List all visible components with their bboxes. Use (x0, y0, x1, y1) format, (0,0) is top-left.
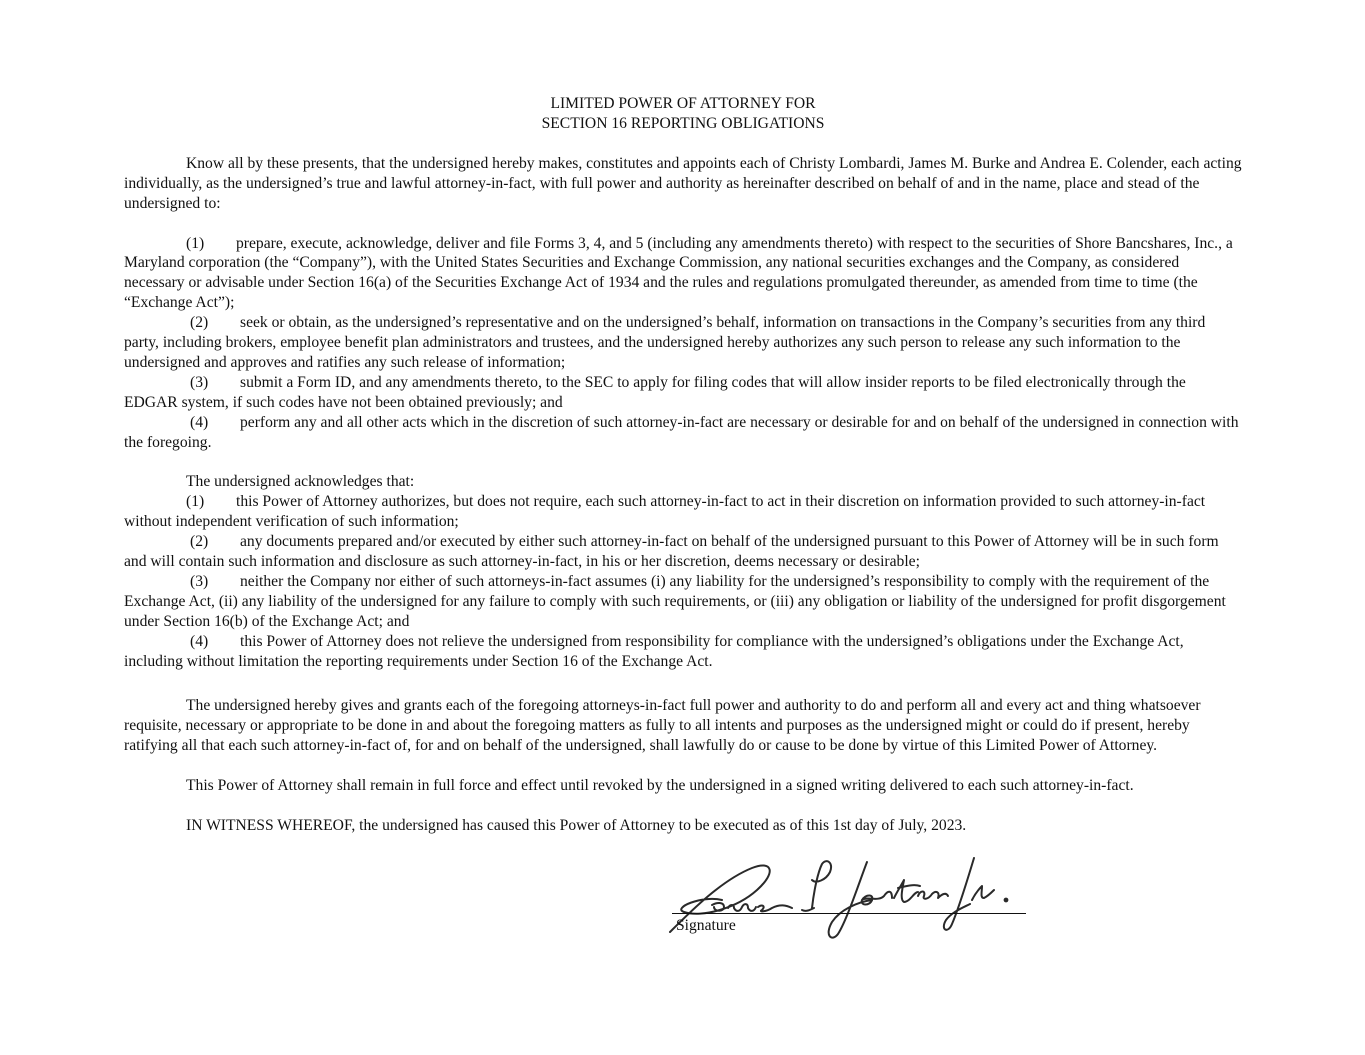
witness-paragraph: IN WITNESS WHEREOF, the undersigned has caused this Power of Attorney to be executed as of this 1st day of July, 2023. (186, 816, 967, 834)
ack-item-2 (124, 532, 1242, 572)
power-number-4: (4) (190, 413, 209, 431)
grant-paragraph: The undersigned hereby gives and grants each of the foregoing attorneys-in-fact full power and authority to do and perform all and every act and thing whatsoever requisite, necessary or appropriate to be done in and about the foregoing matters as fully to all intents and purposes as the undersigned might or could do if present, hereby ratifying all that each such attorney-in-fact of, for and on behalf of the undersigned, shall lawfully do or cause to be done by virtue of this Limited Power of Attorney. (124, 697, 1201, 755)
ack-item-1 (124, 492, 1242, 532)
power-text-2: seek or obtain, as the undersigned’s representative and on the undersigned’s behalf, information on transactions in the Company’s securities from any third party, including brokers, employee benefit plan administrators and trustees, and the undersigned hereby authorizes any such person to release any such information to the undersigned and approves and ratifies any such release of information; (124, 314, 1206, 371)
duration-paragraph: This Power of Attorney shall remain in full force and effect until revoked by the undersigned in a signed writing delivered to each such attorney-in-fact. (186, 777, 1134, 795)
document-body (124, 94, 1242, 836)
ack-text-1: this Power of Attorney authorizes, but does not require, each such attorney-in-fact to act in their discretion on information provided to such attorney-in-fact without independent verification of such information; (124, 493, 1206, 531)
signature-line (672, 913, 1026, 914)
power-item-4 (124, 413, 1242, 453)
power-item-2 (124, 313, 1242, 373)
ack-number-2: (2) (190, 533, 209, 551)
ack-text-3: neither the Company nor either of such attorneys-in-fact assumes (i) any liability for the undersigned’s responsibility to comply with the requirement of the Exchange Act, (ii) any liability of the undersigned for any failure to comply with such requirements, or (iii) any obligation or liability of the undersigned for profit disgorgement under Section 16(b) of the Exchange Act; and (124, 572, 1226, 630)
ack-text-4: this Power of Attorney does not relieve the undersigned from responsibility for compliance with the undersigned’s obligations under the Exchange Act, including without limitation the reporting requirements under Section 16 of the Exchange Act. (124, 632, 1184, 670)
signature-label: Signature (676, 917, 736, 934)
ack-item-3 (124, 572, 1242, 632)
ack-heading: The undersigned acknowledges that: (186, 473, 415, 491)
ack-text-2: any documents prepared and/or executed by either such attorney-in-fact on behalf of the undersigned pursuant to this Power of Attorney will be in such form and will contain such information and disclosure as such attorney-in-fact, in his or her discretion, deems necessary or desirable; (124, 533, 1219, 570)
signature-block (662, 850, 1042, 945)
ack-number-4: (4) (190, 632, 209, 650)
power-item-3 (124, 373, 1242, 413)
power-text-1: prepare, execute, acknowledge, deliver and file Forms 3, 4, and 5 (including any amendments thereto) with respect to the securities of Shore Bancshares, Inc., a Maryland corporation (the “Company”), with the United States Securities and Exchange Commission, any national securities exchanges and the Company, as considered necessary or advisable under Section 16(a) of the Securities Exchange Act of 1934 and the rules and regulations promulgated thereunder, as amended from time to time (the “Exchange Act”); (124, 234, 1233, 312)
title-line-1: LIMITED POWER OF ATTORNEY FOR (550, 95, 816, 112)
power-text-4: perform any and all other acts which in the discretion of such attorney-in-fact are necessary or desirable for and on behalf of the undersigned in connection with the foregoing. (124, 413, 1239, 451)
ack-number-1: (1) (186, 493, 205, 511)
power-text-3: submit a Form ID, and any amendments thereto, to the SEC to apply for filing codes that will allow insider reports to be filed electronically through the EDGAR system, if such codes have not been obtained previously; and (124, 373, 1186, 411)
intro-paragraph: Know all by these presents, that the undersigned hereby makes, constitutes and appoints each of Christy Lombardi, James M. Burke and Andrea E. Colender, each acting individually, as the undersigned’s true and lawful attorney-in-fact, with full power and authority as hereinafter described on behalf of and in the name, place and stead of the undersigned to: (124, 154, 1242, 212)
document-title (124, 94, 1242, 134)
ack-item-4 (124, 632, 1242, 672)
power-item-1 (124, 234, 1242, 314)
power-number-2: (2) (190, 314, 209, 332)
title-line-2: SECTION 16 REPORTING OBLIGATIONS (541, 115, 825, 132)
ack-number-3: (3) (190, 572, 209, 590)
power-number-3: (3) (190, 373, 209, 391)
power-number-1: (1) (186, 234, 205, 252)
